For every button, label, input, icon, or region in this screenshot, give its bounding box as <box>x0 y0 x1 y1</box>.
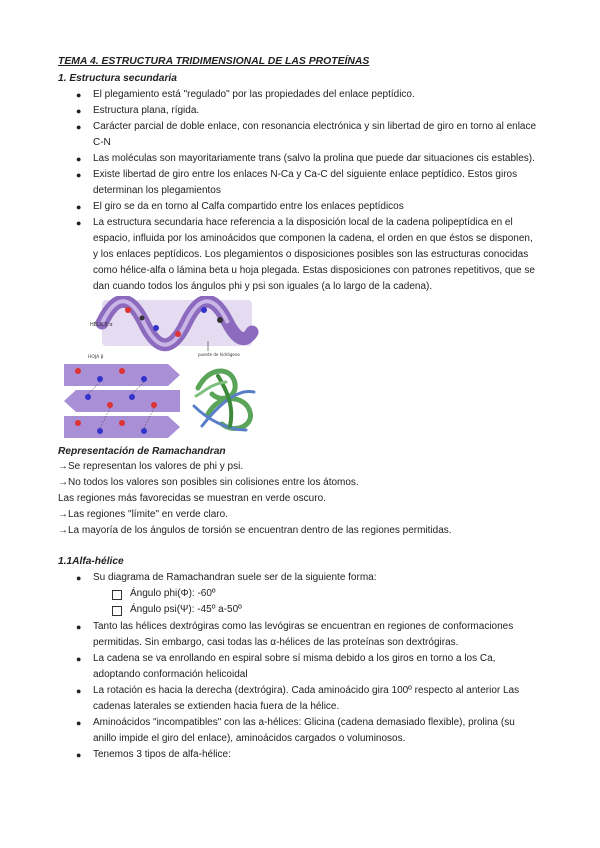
bullet-icon: ● <box>76 154 82 164</box>
helix-label: HÉLICE α <box>90 322 113 328</box>
rama-line: →No todos los valores son posibles sin colisiones entre los átomos. <box>58 477 359 488</box>
bullet-icon: ● <box>76 686 82 696</box>
list-item: ● Su diagrama de Ramachandran suele ser de la siguiente forma: <box>0 570 540 586</box>
bullet-icon: ● <box>76 218 82 228</box>
angle-phi-item: Ángulo phi(Φ): -60º <box>130 588 216 599</box>
rama-line: →Se representan los valores de phi y psi. <box>58 461 244 472</box>
section-heading-secundaria: 1. Estructura secundaria <box>58 73 177 84</box>
list-item: ● La cadena se va enrollando en espiral sobre sí misma debido a los giros en torno a los Ca, adoptando conformación helicoidal <box>76 653 496 680</box>
hbond-label: puente de hidrógeno <box>198 352 240 357</box>
protein-structure-figure <box>58 296 268 441</box>
checkbox-icon <box>112 606 122 616</box>
list-item: ● Las moléculas son mayoritariamente trans (salvo la prolina que puede dar situaciones cis estables). <box>0 151 540 167</box>
section-heading-ramachandran: Representación de Ramachandran <box>58 446 226 457</box>
rama-line: →Las regiones "límite" en verde claro. <box>58 509 228 520</box>
bullet-icon: ● <box>76 750 82 760</box>
list-item: ● Tenemos 3 tipos de alfa-hélice: <box>0 747 540 763</box>
ribbon-protein-illustration <box>194 371 254 430</box>
list-item: ● La rotación es hacia la derecha (dextrógira). Cada aminoácido gira 100º respecto al anterior Las cadenas laterales se extienden hacia fuera de la hélice. <box>76 685 520 712</box>
angle-psi-item: Ángulo psi(Ψ): -45º a-50º <box>130 604 242 615</box>
bullet-icon: ● <box>76 90 82 100</box>
checkbox-icon <box>112 590 122 600</box>
alfa-first-bullet <box>0 570 600 586</box>
alpha-helix-illustration <box>90 300 252 357</box>
bullet-icon: ● <box>76 202 82 212</box>
bullet-icon: ● <box>76 573 82 583</box>
secundaria-bullet-list <box>0 87 600 295</box>
alfa-bullet-list <box>0 619 600 763</box>
list-item: ● Existe libertad de giro entre los enlaces N-Ca y Ca-C del siguiente enlace peptídico. Estos giros determinan los plegamientos <box>76 169 518 196</box>
list-item: ● Tanto las hélices dextrógiras como las levógiras se encuentran en regiones de conformaciones permitidas. Sin embargo, casi todas las α-hélices de las proteínas son dextrógiras. <box>76 621 514 648</box>
section-heading-alfa-helice: 1.1Alfa-hélice <box>58 556 124 567</box>
bullet-icon: ● <box>76 122 82 132</box>
sheet-label: HOJA β <box>88 355 104 360</box>
rama-line: →La mayoría de los ángulos de torsión se encuentran dentro de las regiones permitidas. <box>58 525 452 536</box>
list-item: ● La estructura secundaria hace referencia a la disposición local de la cadena polipeptídica en el espacio, influida por los aminoácidos que componen la cadena, el orden en que éstos se disponen, y los enlaces peptídicos. Los plegamientos o disposiciones posibles son las estructuras conocidas como hélice-alfa o lámina beta u hoja plegada. Estas disposiciones con patrones repetitivos, que se dan cuando todos los ángulos phi y psi son iguales (a lo largo de la cadena). <box>76 217 535 292</box>
page-title: TEMA 4. ESTRUCTURA TRIDIMENSIONAL DE LAS PROTEÍNAS <box>58 56 370 67</box>
bullet-icon: ● <box>76 718 82 728</box>
beta-sheet-illustration <box>64 354 180 438</box>
list-item: ● El giro se da en torno al Calfa compartido entre los enlaces peptídicos <box>0 199 540 215</box>
list-item: ● El plegamiento está "regulado" por las propiedades del enlace peptídico. <box>0 87 540 103</box>
rama-line: Las regiones más favorecidas se muestran en verde oscuro. <box>58 493 326 504</box>
bullet-icon: ● <box>76 654 82 664</box>
bullet-icon: ● <box>76 170 82 180</box>
list-item: ● Estructura plana, rígida. <box>0 103 540 119</box>
list-item: ● Carácter parcial de doble enlace, con resonancia electrónica y sin libertad de giro en torno al enlace C-N <box>76 121 537 148</box>
bullet-icon: ● <box>76 622 82 632</box>
bullet-icon: ● <box>76 106 82 116</box>
list-item: ● Aminoácidos "incompatibles" con las a-hélices: Glicina (cadena demasiado flexible), prolina (su anillo impide el giro del enlace), aminoácidos cargados o voluminosos. <box>76 717 515 744</box>
